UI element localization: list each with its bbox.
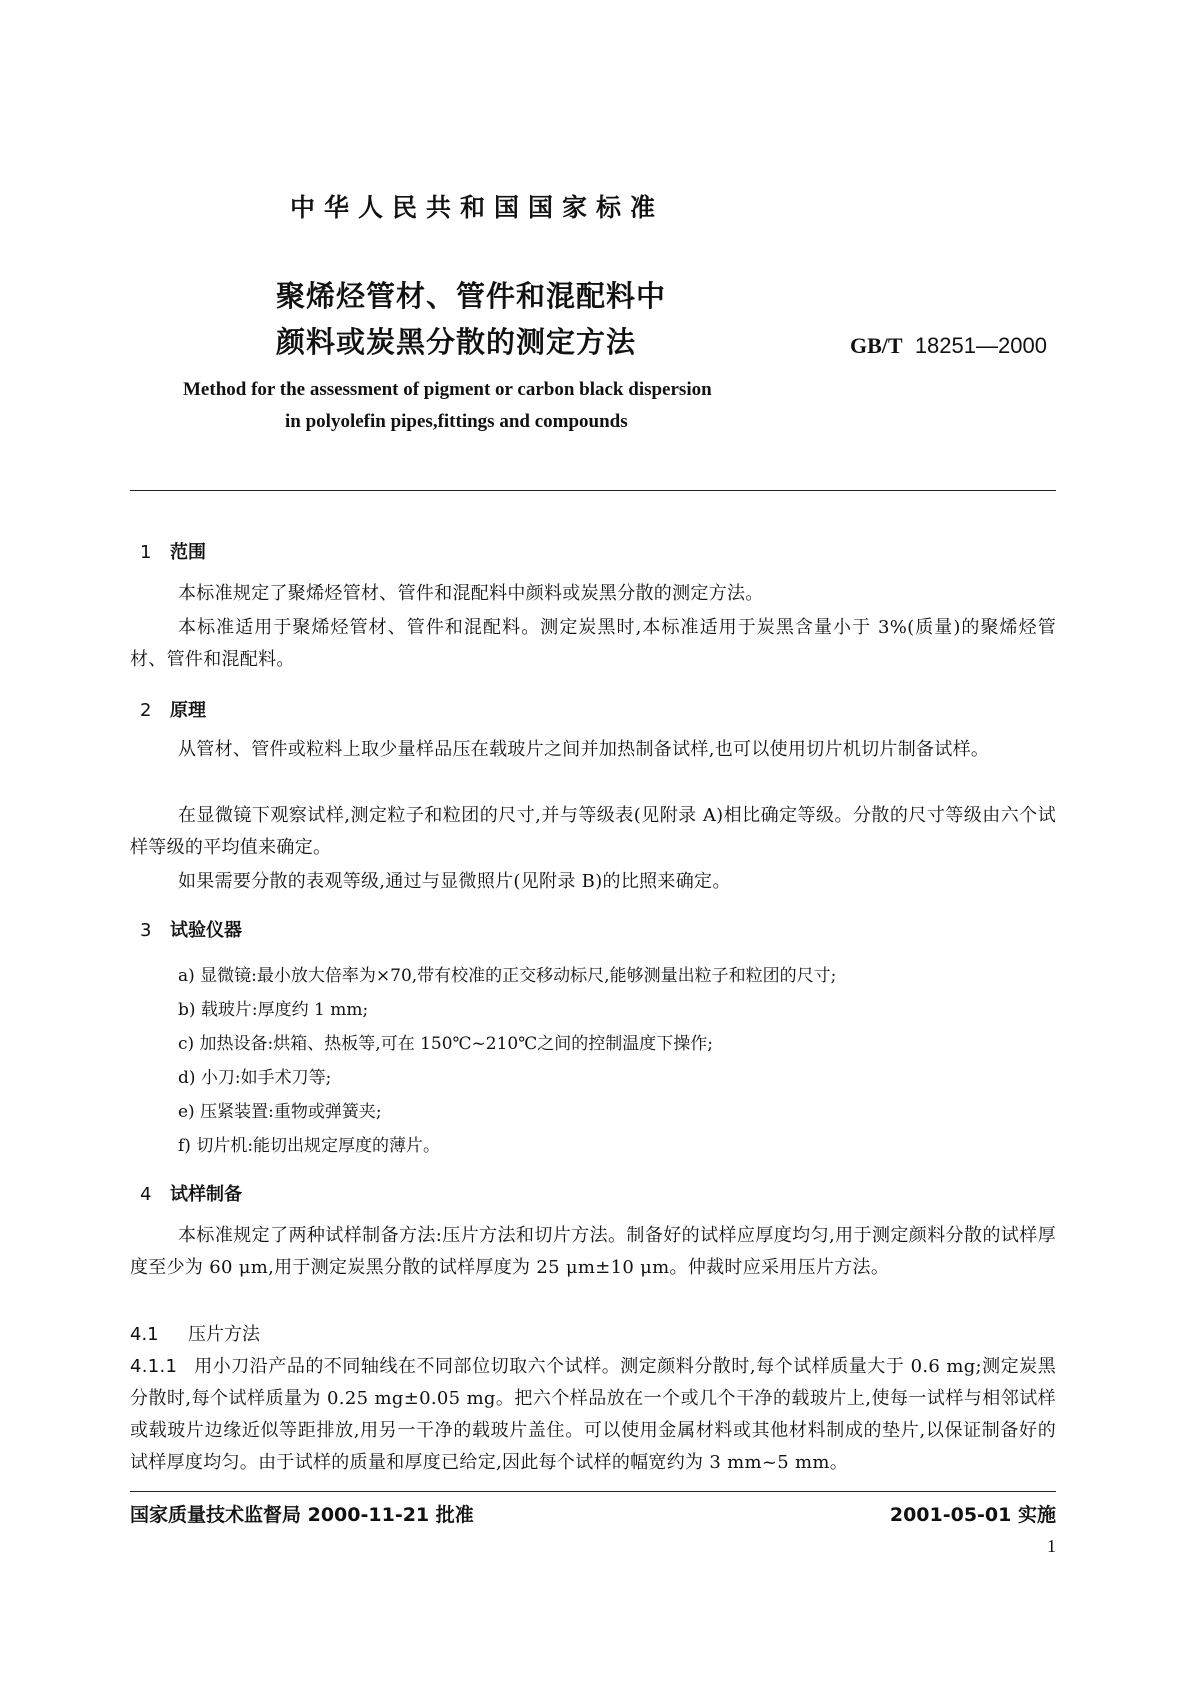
section-title: 试样制备: [170, 1184, 242, 1205]
english-title-line-1: Method for the assessment of pigment or carbon black dispersion: [183, 379, 712, 400]
section-title: 原理: [170, 700, 206, 721]
section-4-paragraph-1: 本标准规定了两种试样制备方法:压片方法和切片方法。制备好的试样应厚度均匀,用于测定颜料分散的试样厚度至少为 60 μm,用于测定炭黑分散的试样厚度为 25 μm±10 μm。仲裁时应采用压片方法。: [130, 1225, 1056, 1278]
section-number: 3: [140, 920, 152, 941]
header-divider: [130, 490, 1056, 491]
section-1-heading: [140, 538, 206, 564]
subsection-4-1-heading: [130, 1320, 260, 1346]
section-3-heading: [140, 916, 242, 942]
subsection-number: 4.1.1: [130, 1356, 178, 1377]
standard-code: [850, 333, 1047, 359]
apparatus-item: d) 小刀:如手术刀等;: [178, 1068, 332, 1088]
page-number: 1: [1047, 1536, 1056, 1556]
subsection-text: 用小刀沿产品的不同轴线在不同部位切取六个试样。测定颜料分散时,每个试样质量大于 0.6 mg;测定炭黑分散时,每个试样质量为 0.25 mg±0.05 mg。把六个样品放在一个或几个干净的载玻片上,使每一试样与相邻试样或载玻片边缘近似等距排放,用另一干净的载玻片盖住。可以使用金属材料或其他材料制成的垫片,以保证制备好的试样厚度均匀。由于试样的质量和厚度已给定,因此每个试样的幅宽约为 3 mm~5 mm。: [130, 1356, 1056, 1473]
apparatus-item: b) 载玻片:厚度约 1 mm;: [178, 1000, 369, 1020]
effective-date: 2001-05-01 实施: [889, 1504, 1056, 1526]
subsection-4-1-1-paragraph: [130, 1351, 1056, 1479]
apparatus-item: f) 切片机:能切出规定厚度的薄片。: [178, 1136, 441, 1156]
national-standard-heading: 中华人民共和国国家标准: [290, 193, 665, 222]
section-2-paragraph-1: 从管材、管件或粒料上取少量样品压在载玻片之间并加热制备试样,也可以使用切片机切片制备试样。: [178, 739, 990, 760]
section-2-paragraph-2: 在显微镜下观察试样,测定粒子和粒团的尺寸,并与等级表(见附录 A)相比确定等级。分散的尺寸等级由六个试样等级的平均值来确定。: [130, 805, 1056, 858]
section-number: 2: [140, 700, 152, 721]
english-title-line-2: in polyolefin pipes,fittings and compounds: [285, 411, 628, 432]
section-2-heading: [140, 696, 206, 722]
document-title-line-1: 聚烯烃管材、管件和混配料中: [276, 279, 667, 313]
section-1-paragraph-1: 本标准规定了聚烯烃管材、管件和混配料中颜料或炭黑分散的测定方法。: [178, 583, 764, 604]
approval-date: 国家质量技术监督局 2000-11-21 批准: [130, 1504, 474, 1526]
section-1-paragraph-2: 本标准适用于聚烯烃管材、管件和混配料。测定炭黑时,本标准适用于炭黑含量小于 3%(质量)的聚烯烃管材、管件和混配料。: [130, 617, 1056, 670]
section-title: 范围: [170, 542, 206, 563]
standard-code-prefix: GB/T: [850, 333, 903, 358]
standard-code-number: 18251—2000: [914, 333, 1047, 358]
section-number: 1: [140, 542, 152, 563]
section-2-paragraph-3: 如果需要分散的表观等级,通过与显微照片(见附录 B)的比照来确定。: [178, 871, 731, 892]
apparatus-item: a) 显微镜:最小放大倍率为×70,带有校准的正交移动标尺,能够测量出粒子和粒团的尺寸;: [178, 966, 837, 986]
apparatus-item: c) 加热设备:烘箱、热板等,可在 150℃~210℃之间的控制温度下操作;: [178, 1034, 713, 1054]
document-title-line-2: 颜料或炭黑分散的测定方法: [276, 325, 637, 359]
subsection-number: 4.1: [130, 1324, 159, 1345]
apparatus-item: e) 压紧装置:重物或弹簧夹;: [178, 1102, 382, 1122]
section-4-heading: [140, 1180, 242, 1206]
footer-divider: [130, 1491, 1056, 1492]
subsection-title: 压片方法: [188, 1324, 260, 1345]
section-title: 试验仪器: [170, 920, 242, 941]
section-number: 4: [140, 1184, 152, 1205]
